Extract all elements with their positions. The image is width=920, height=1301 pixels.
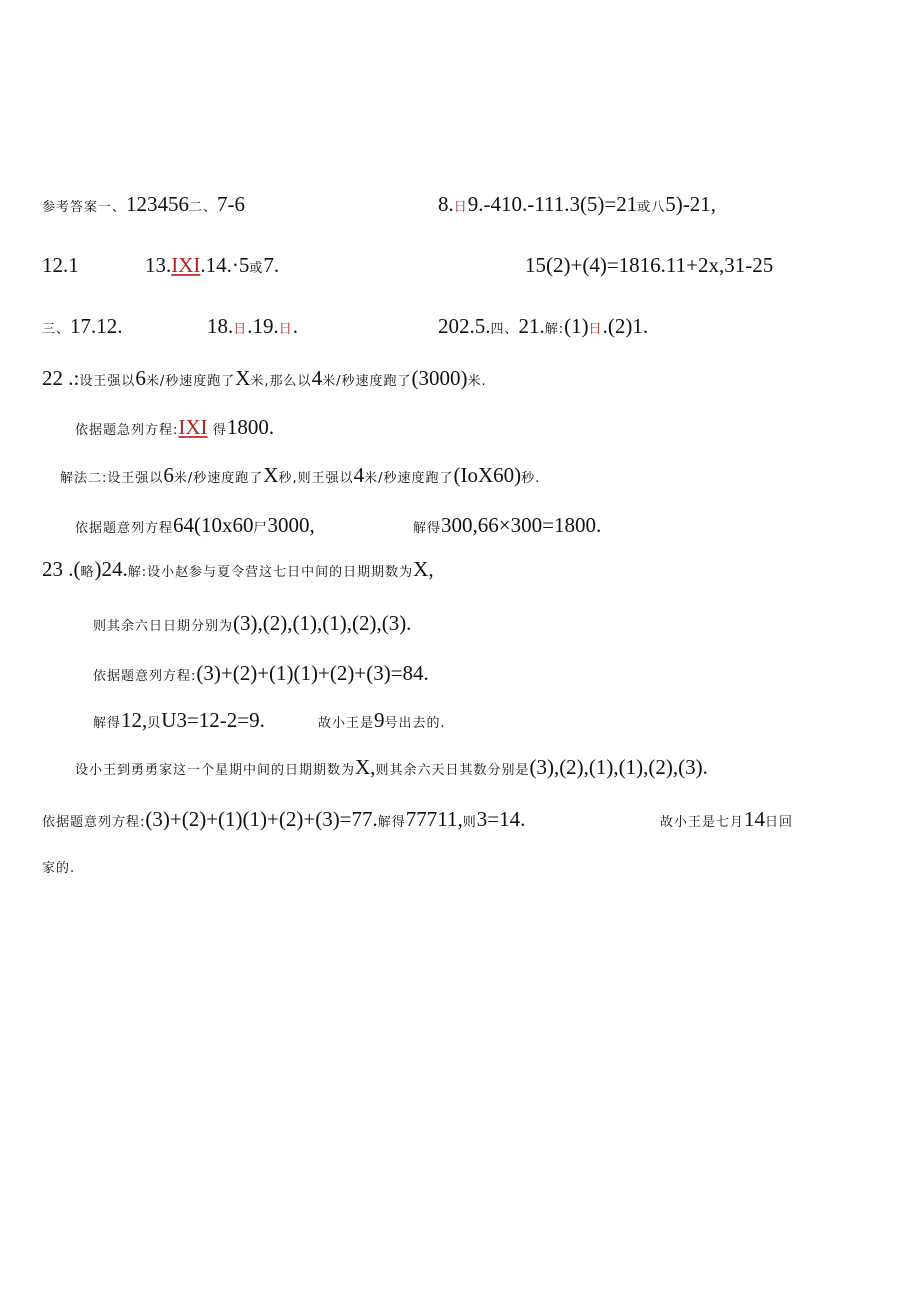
text: 秒,则王强以 (278, 471, 354, 486)
answer-14-value2: 7. (263, 253, 280, 277)
variable: X (235, 366, 251, 390)
text: 得 (212, 423, 227, 438)
formula-image: IXI (178, 415, 208, 439)
row-8 (42, 556, 434, 586)
expression: (3000) (411, 366, 468, 390)
answer-21: 21. (518, 314, 545, 338)
number: 12, (121, 708, 148, 732)
equation: (3)+(2)+(1)(1)+(2)+(3)=77. (145, 807, 378, 831)
variable: X, (355, 755, 376, 779)
text: 尸 (253, 521, 268, 536)
equation: (3)+(2)+(1)(1)+(2)+(3)=84. (196, 661, 429, 685)
section-3-label: 三、 (42, 322, 71, 337)
number: 1800. (226, 415, 275, 439)
answer-part1-numbers: 123456 (126, 192, 190, 216)
text: 解得 (413, 521, 442, 536)
text: 米/秒速度跑了 (145, 374, 236, 389)
answer-21-mark: 日 (588, 322, 603, 337)
question-24-number: )24. (94, 557, 128, 581)
row-2-middle (145, 252, 279, 282)
row-3-middle (207, 313, 298, 343)
row-3-left (42, 313, 123, 343)
row-7-right (413, 512, 601, 542)
answer-13: 13. (145, 253, 172, 277)
row-12 (75, 754, 708, 784)
text: 号出去的. (384, 716, 446, 731)
answer-19-mark: 日 (278, 322, 293, 337)
text: 解法二:设王强以 (60, 471, 164, 486)
row-4 (42, 365, 487, 395)
row-1-right (438, 191, 716, 221)
text: 则其余六日日期分别为 (93, 619, 234, 634)
equation: U3=12-2=9. (161, 708, 265, 732)
question-22-number: 22 (42, 366, 63, 390)
expression: (IoX60) (453, 463, 522, 487)
expression: 300,66×300=1800. (441, 513, 602, 537)
answer-9-11: 9.-410.-111.3(5)=21 (467, 192, 638, 216)
row-10 (93, 660, 429, 690)
text: 米/秒速度跑了 (364, 471, 454, 486)
text: 米/秒速度跑了 (173, 471, 264, 486)
text: 解:设小赵参与夏令营这七日中间的日期期数为 (127, 565, 414, 580)
answer-19: .19. (247, 314, 279, 338)
answer-12: 12.1 (42, 253, 79, 277)
row-5 (75, 414, 274, 444)
text: 米,那么以 (250, 374, 312, 389)
text: 依据题意列方程 (75, 521, 174, 536)
number: 77711, (405, 807, 463, 831)
text: 依据题急列方程: (75, 423, 179, 438)
answer-part2-label: 二、 (189, 200, 218, 215)
question-22-colon: .: (68, 366, 80, 390)
text: 贝 (147, 716, 162, 731)
number: 4 (353, 463, 365, 487)
text: 解得 (93, 716, 122, 731)
number: 9 (374, 708, 385, 732)
row-11-right (318, 707, 446, 737)
text: 米. (467, 374, 487, 389)
answer-14: .14. (200, 253, 232, 277)
answer-11-end: 5)-21, (665, 192, 717, 216)
answer-8-mark: 日 (453, 200, 468, 215)
answer-21-part2: .(2)1. (602, 314, 649, 338)
paren: .( (68, 557, 81, 581)
answer-11-or: 或八 (637, 200, 666, 215)
answer-17: 17.12. (70, 314, 123, 338)
text: 家的. (42, 861, 76, 876)
text: 故小王是七月 (660, 815, 745, 830)
answer-14-value: 5 (238, 253, 250, 277)
text: 秒. (521, 471, 541, 486)
text: 则 (462, 815, 477, 830)
text: 依据题意列方程: (42, 815, 146, 830)
text: 米/秒速度跑了 (322, 374, 412, 389)
answer-13-formula-image: IXI (171, 253, 201, 277)
answer-part2-start: 7-6 (217, 192, 246, 216)
section-4-label: 四、 (490, 322, 519, 337)
answer-20: 202.5. (438, 314, 491, 338)
row-6 (60, 462, 540, 492)
text: 则其余六天日其数分别是 (375, 763, 530, 778)
text: 依据题意列方程: (93, 669, 197, 684)
row-1-left (42, 191, 245, 221)
answer-18: 18. (207, 314, 234, 338)
answer-19-end: . (292, 314, 299, 338)
number: 14 (744, 807, 766, 831)
row-7-left (75, 512, 315, 542)
number: 4 (311, 366, 323, 390)
answer-21-part1: (1) (564, 314, 589, 338)
number: 3000, (267, 513, 315, 537)
number: 6 (135, 366, 146, 390)
row-14 (42, 852, 75, 882)
answer-heading: 参考答案一、 (42, 200, 127, 215)
expression: (3),(2),(1),(1),(2),(3). (233, 611, 412, 635)
row-13-right (660, 806, 793, 836)
expression: 64(10x60 (173, 513, 254, 537)
text: 解得 (377, 815, 406, 830)
row-11-left (93, 707, 265, 737)
answer-14-dot: · (231, 253, 239, 277)
number: 6 (163, 463, 174, 487)
row-9 (93, 610, 411, 640)
question-23-number: 23 (42, 557, 63, 581)
text: 日回 (765, 815, 794, 830)
solution-label: 解: (544, 322, 565, 337)
text: 设小王到勇勇家这一个星期中间的日期期数为 (75, 763, 356, 778)
row-13-left (42, 806, 525, 836)
variable: X, (413, 557, 434, 581)
row-2-right (525, 252, 773, 278)
expression: (3),(2),(1),(1),(2),(3). (529, 755, 708, 779)
row-3-right (438, 313, 648, 343)
row-2-left (42, 252, 79, 278)
answer-8: 8. (438, 192, 454, 216)
answer-18-mark: 日 (233, 322, 248, 337)
variable: X (263, 463, 279, 487)
text: 故小王是 (318, 716, 375, 731)
text: 略 (80, 565, 95, 580)
text: 设王强以 (79, 374, 136, 389)
answer-15-18: 15(2)+(4)=1816.11+2x,31-25 (525, 253, 774, 277)
answer-14-or: 或 (249, 261, 264, 276)
equation: 3=14. (476, 807, 526, 831)
